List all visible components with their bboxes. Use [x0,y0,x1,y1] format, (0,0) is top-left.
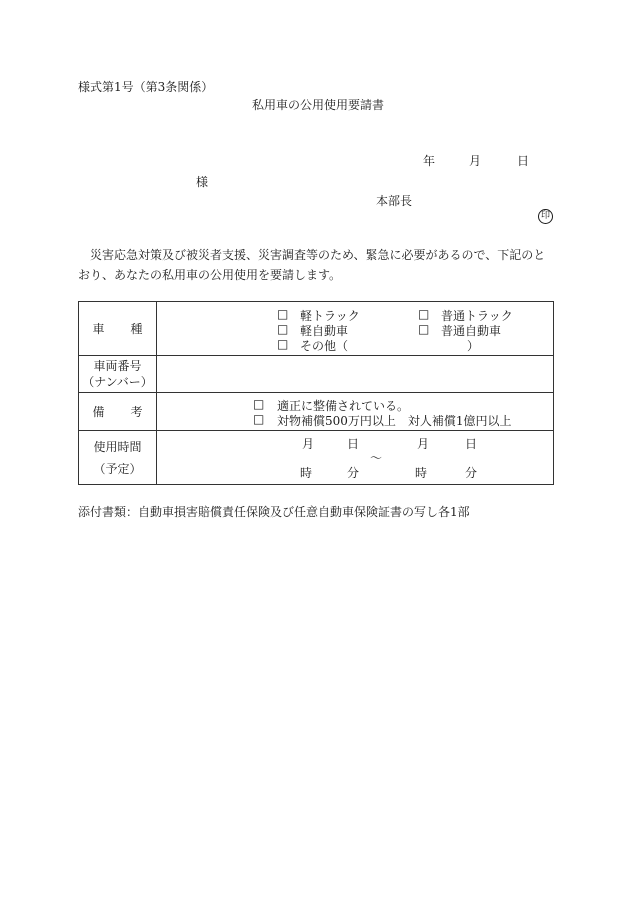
attachment-note: 添付書類：自動車損害賠償責任保険及び任意自動車保険証書の写し各1部 [78,505,470,519]
checkbox-light-truck[interactable]: □ [277,307,289,321]
remarks-label-left: 備 [92,404,105,419]
option-other: その他（ [300,339,349,353]
date-day-label: 日 [517,154,530,168]
checkbox-light-car[interactable]: □ [277,322,289,336]
range-tilde: ～ [370,451,383,465]
remark-insurance: 対物補償500万円以上 対人補償1億円以上 [277,414,512,428]
vehicle-type-label [79,302,157,356]
date-month-label: 月 [469,154,482,168]
usage-time-field [157,431,554,485]
document-title: 私用車の公用使用要請書 [252,98,385,112]
seal-mark: 印 [538,209,553,224]
vehicle-number-label-line2: （ナンバー） [82,375,153,389]
sender-title: 本部長 [376,194,413,208]
vehicle-type-options [157,302,554,356]
date-year-label: 年 [423,154,436,168]
remarks-label [79,393,157,431]
usage-time-label-line2: （予定） [93,461,142,476]
start-minute-label: 分 [347,466,360,480]
checkbox-other[interactable]: □ [277,337,289,351]
request-table [78,301,554,485]
checkbox-maintained[interactable]: □ [253,397,265,411]
form-number: 様式第1号（第3条関係） [78,80,214,94]
option-other-close: ） [467,339,480,353]
usage-time-label-line1: 使用時間 [93,439,142,454]
remarks-row [79,393,554,431]
request-body-text: 災害応急対策及び被災者支援、災害調査等のため、緊急に必要があるので、下記のとおり、あなたの私用車の公用使用を要請します。 [78,248,546,282]
start-month-label: 月 [302,437,315,451]
option-light-car: 軽自動車 [300,324,349,338]
checkbox-regular-car[interactable]: □ [418,322,430,336]
vehicle-type-label-left: 車 [92,321,105,336]
remarks-options [157,393,554,431]
vehicle-number-row [79,356,554,393]
vehicle-number-field[interactable] [157,356,554,393]
start-day-label: 日 [347,437,360,451]
end-minute-label: 分 [465,466,478,480]
remarks-label-right: 考 [130,404,143,419]
option-light-truck: 軽トラック [300,309,360,323]
vehicle-number-label [79,356,157,393]
end-month-label: 月 [417,437,430,451]
option-regular-car: 普通自動車 [441,324,502,338]
end-day-label: 日 [465,437,478,451]
vehicle-number-label-line1: 車両番号 [93,359,142,373]
usage-time-row [79,431,554,485]
checkbox-regular-truck[interactable]: □ [418,307,430,321]
remark-maintained: 適正に整備されている。 [277,399,410,413]
addressee-suffix: 様 [196,175,209,189]
vehicle-type-label-right: 種 [130,321,143,336]
checkbox-insurance[interactable]: □ [253,412,265,426]
vehicle-type-row [79,302,554,356]
start-hour-label: 時 [300,466,313,480]
usage-time-label [79,431,157,485]
option-regular-truck: 普通トラック [441,309,513,323]
end-hour-label: 時 [415,466,428,480]
